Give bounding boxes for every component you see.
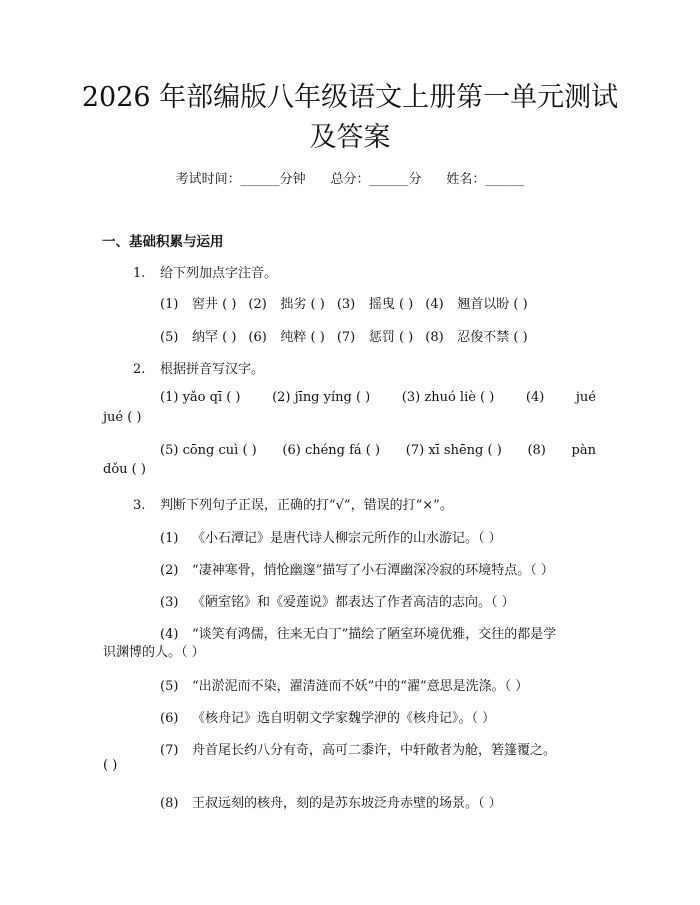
- item-number: (5): [160, 330, 179, 345]
- q1-row-2: [160, 326, 528, 345]
- item-text: 拙劣 ( ): [280, 297, 325, 312]
- exam-info-line: [0, 168, 700, 187]
- item-text: pàn: [571, 443, 596, 458]
- item-text: jīng yíng ( ): [294, 390, 371, 405]
- score-blank: ______: [369, 172, 409, 187]
- item-number: (4): [425, 297, 444, 312]
- question-3: [133, 494, 453, 513]
- item-text: xī shēng ( ): [428, 443, 502, 458]
- item-number: (8): [160, 796, 179, 811]
- score-unit: 分: [408, 172, 422, 187]
- item-number: (1): [160, 297, 179, 312]
- time-label: 考试时间：: [175, 172, 241, 187]
- q2-row-2: [160, 443, 596, 458]
- title-line-2: 及答案: [309, 122, 391, 153]
- item-text: 窖井 ( ): [192, 297, 237, 312]
- item-text: cōng cuì ( ): [182, 443, 257, 458]
- question-text: 判断下列句子正误，正确的打“√”，错误的打“×”。: [160, 498, 453, 513]
- q3-item-4-wrap: 识渊博的人。（ ）: [103, 645, 205, 660]
- item-number: (1): [160, 531, 179, 546]
- q3-item-7-wrap: ( ): [103, 758, 118, 773]
- score-label: 总分：: [330, 172, 370, 187]
- q3-item-7: [160, 739, 556, 758]
- item-text: 翘首以盼 ( ): [457, 297, 528, 312]
- q3-item-2: [160, 559, 554, 578]
- q3-item-4: [160, 623, 556, 642]
- item-number: (6): [282, 443, 301, 458]
- item-text: “出淤泥而不染，濯清涟而不妖”中的“濯”意思是洗涤。（ ）: [192, 679, 529, 694]
- item-text: 《小石潭记》是唐代诗人柳宗元所作的山水游记。（ ）: [192, 531, 502, 546]
- item-number: (1): [160, 390, 179, 405]
- item-number: (7): [160, 743, 179, 758]
- q3-item-5: [160, 675, 528, 694]
- item-number: (2): [248, 297, 267, 312]
- item-text: jué: [575, 390, 596, 405]
- question-2: [133, 358, 264, 377]
- item-number: (2): [160, 563, 179, 578]
- item-number: (7): [336, 330, 356, 345]
- section-heading: 一、基础积累与运用: [102, 234, 224, 250]
- question-number: 2.: [133, 362, 146, 377]
- item-number: (5): [160, 443, 179, 458]
- q2-row-1: [160, 390, 596, 405]
- question-text: 根据拼音写汉字。: [160, 362, 265, 377]
- q3-item-6: [160, 707, 495, 726]
- page-title: [60, 78, 640, 158]
- time-blank: ______: [240, 172, 280, 187]
- time-unit: 分钟: [279, 172, 306, 187]
- q3-item-3: [160, 591, 515, 610]
- item-number: (3): [401, 390, 421, 405]
- item-number: (8): [527, 443, 546, 458]
- item-number: (6): [160, 711, 179, 726]
- item-text: 王叔远刻的核舟，刻的是苏东坡泛舟赤壁的场景。（ ）: [192, 796, 502, 811]
- item-number: (8): [425, 330, 444, 345]
- name-blank: ______: [485, 172, 525, 187]
- item-number: (3): [160, 595, 179, 610]
- question-number: 3.: [133, 498, 146, 513]
- item-text: chéng fá ( ): [304, 443, 381, 458]
- item-text: 忍俊不禁 ( ): [457, 330, 528, 345]
- q2-row-2-wrap: dǒu ( ): [103, 462, 146, 477]
- item-number: (3): [336, 297, 356, 312]
- q3-item-1: [160, 527, 502, 546]
- title-line-1: 2026 年部编版八年级语文上册第一单元测试: [81, 82, 619, 113]
- item-text: 惩罚 ( ): [368, 330, 414, 345]
- item-number: (5): [160, 679, 179, 694]
- item-number: (2): [272, 390, 291, 405]
- item-text: yǎo qī ( ): [182, 390, 241, 405]
- item-text: “凄神寒骨，悄怆幽邃”描写了小石潭幽深冷寂的环境特点。（ ）: [192, 563, 554, 578]
- item-number: (4): [160, 627, 179, 642]
- item-number: (6): [248, 330, 267, 345]
- q3-item-8: [160, 792, 502, 811]
- item-text: “谈笑有鸿儒，往来无白丁”描绘了陋室环境优雅，交往的都是学: [192, 627, 557, 642]
- item-text: 纯粹 ( ): [280, 330, 325, 345]
- item-text: 纳罕 ( ): [192, 330, 237, 345]
- item-text: 摇曳 ( ): [368, 297, 414, 312]
- item-number: (7): [405, 443, 425, 458]
- item-text: zhuó liè ( ): [424, 390, 495, 405]
- q2-row-1-wrap: jué ( ): [103, 410, 142, 425]
- q1-row-1: [160, 293, 528, 312]
- item-text: 《核舟记》选自明朝文学家魏学洢的《核舟记》。（ ）: [192, 711, 496, 726]
- question-text: 给下列加点字注音。: [160, 266, 278, 281]
- item-text: 《陋室铭》和《爱莲说》都表达了作者高洁的志向。（ ）: [192, 595, 515, 610]
- item-number: (4): [525, 390, 545, 405]
- item-text: 舟首尾长约八分有奇，高可二黍许，中轩敞者为舱，箬篷覆之。: [192, 743, 557, 758]
- question-1: [133, 262, 277, 281]
- question-number: 1.: [133, 266, 146, 281]
- name-label: 姓名：: [446, 172, 486, 187]
